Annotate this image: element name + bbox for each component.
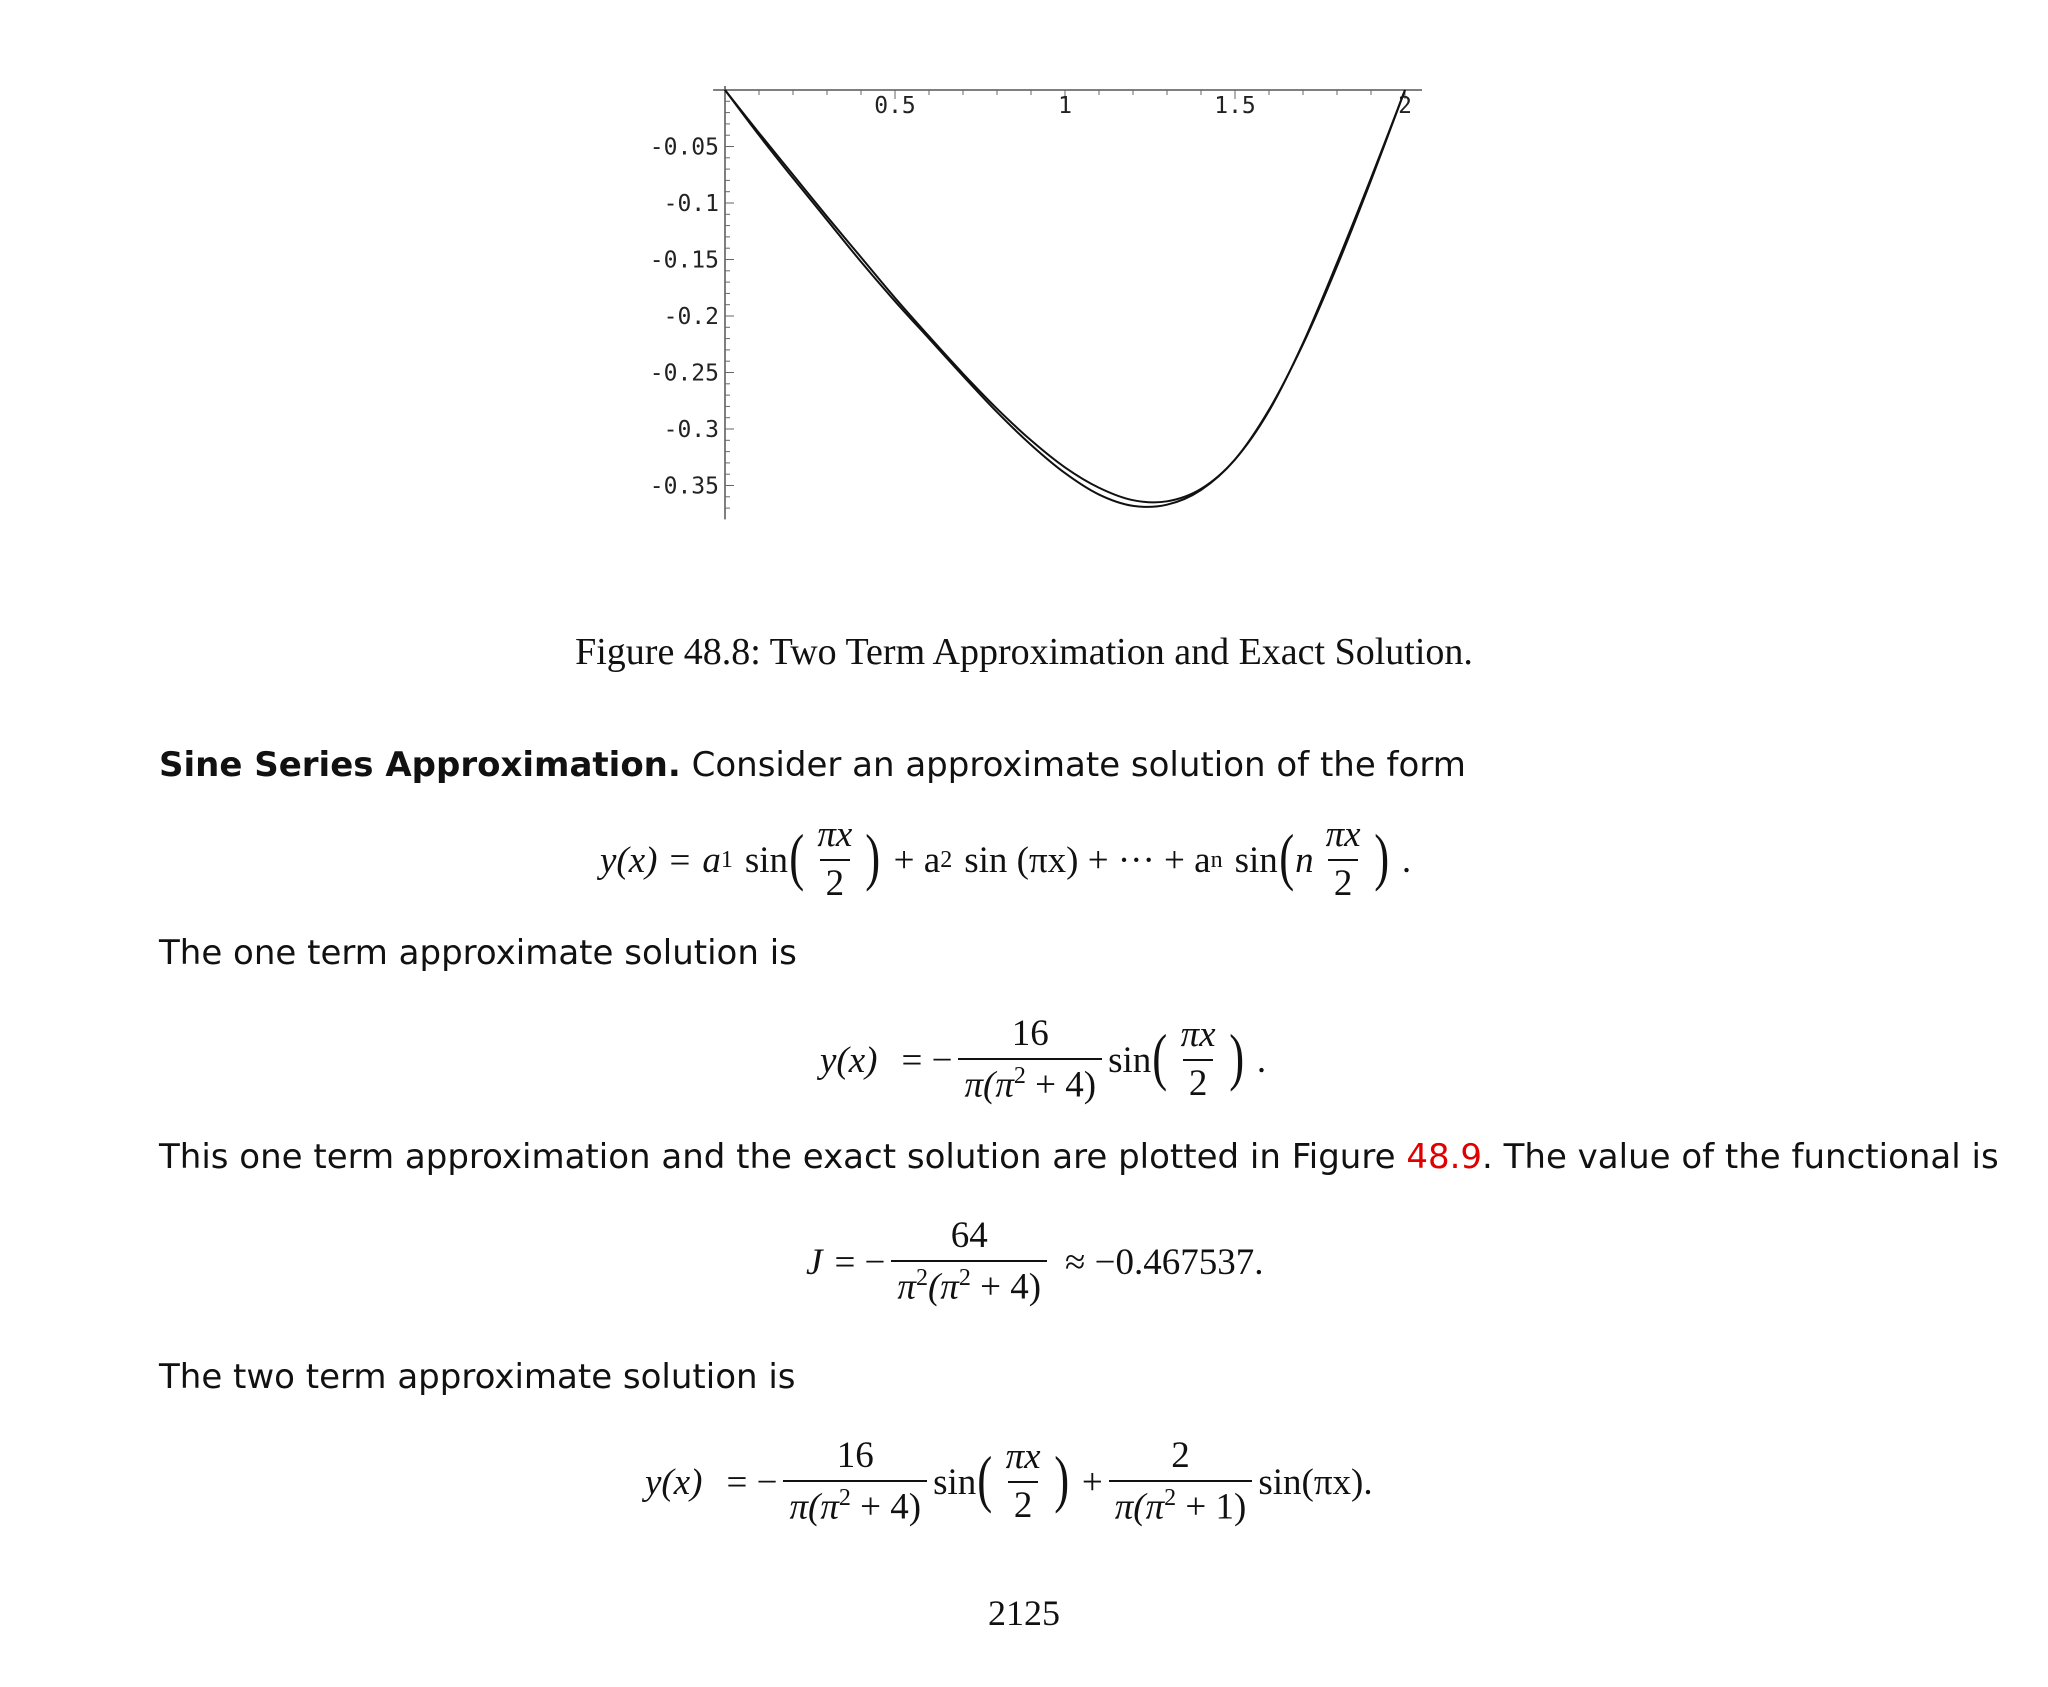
eq1-sub-2: 2: [940, 846, 953, 873]
eq2-frac-den: [958, 1058, 1102, 1105]
eq4-sin: sin: [933, 1461, 977, 1503]
eq4-fraction-2: [1109, 1434, 1253, 1528]
eq2-den-b: + 4): [1025, 1064, 1097, 1106]
eq1-end: .: [1401, 839, 1412, 881]
eq3-equals: = −: [834, 1242, 886, 1283]
eq4-den1-b: + 4): [850, 1486, 922, 1528]
eq2-equals: = −: [901, 1039, 953, 1081]
eq1-sub-n: n: [1210, 846, 1223, 873]
eq3-den-c: + 4): [970, 1266, 1042, 1308]
eq4-den2-a: π(π: [1114, 1486, 1165, 1528]
x-tick-label: 2: [1398, 93, 1412, 119]
eq1-frac-num: πx: [817, 814, 853, 856]
eq1-lhs: y(x): [600, 839, 658, 881]
eq3-lhs: J: [806, 1242, 823, 1283]
eq2-sin: sin: [1108, 1039, 1152, 1081]
x-tick-label: 0.5: [874, 93, 916, 119]
y-tick-label: -0.1: [663, 191, 719, 217]
eq3-frac-den: [891, 1260, 1047, 1307]
eq2-arg-num: πx: [1180, 1014, 1216, 1056]
paragraph-one-term: The one term approximate solution is: [159, 933, 797, 973]
eq4-frac1-den: [783, 1480, 927, 1527]
plot-curves: [725, 90, 1405, 507]
solution-plot: [600, 60, 1460, 540]
eq2-arg: [1175, 1016, 1222, 1104]
paragraph-plotted: [159, 1137, 1999, 1177]
eq4-arg-num: πx: [1005, 1436, 1041, 1478]
section-intro: Consider an approximate solution of the form: [680, 745, 1466, 785]
y-tick-label: -0.15: [649, 247, 719, 274]
eq4-den2-sup: 2: [1164, 1484, 1177, 1511]
x-tick-label: 1.5: [1214, 93, 1256, 119]
eq4-frac1-num: 16: [836, 1434, 874, 1476]
eq1-mid: + a: [893, 839, 941, 881]
eq1-sin: sin: [744, 839, 789, 881]
y-tick-label: -0.25: [649, 360, 719, 387]
plotted-text-before: This one term approximation and the exact solution are plotted in Figure: [159, 1137, 1407, 1177]
page-number: 2125: [988, 1593, 1060, 1633]
eq3-den-b: (π: [927, 1266, 959, 1308]
curve-series-2: [725, 90, 1405, 507]
eq4-arg-den: 2: [1008, 1481, 1039, 1526]
eq1-frac2-num: πx: [1325, 814, 1361, 856]
eq2-frac-num: 16: [1011, 1012, 1049, 1054]
plotted-text-after: . The value of the functional is: [1482, 1137, 1999, 1177]
eq2-den-sup: 2: [1013, 1062, 1026, 1089]
eq1-sub-1: 1: [720, 846, 733, 873]
eq4-arg: [1000, 1438, 1047, 1526]
eq2-lhs: y(x): [820, 1039, 878, 1081]
eq1-n: n: [1295, 839, 1314, 881]
eq3-approx: ≈ −0.467537.: [1065, 1242, 1264, 1283]
eq4-plus: +: [1081, 1461, 1103, 1503]
eq1-frac2-den: 2: [1328, 859, 1359, 904]
y-tick-label: -0.05: [649, 134, 719, 161]
eq4-den2-b: + 1): [1176, 1486, 1247, 1528]
eq3-den-a: π: [897, 1266, 916, 1308]
eq4-fraction-1: [783, 1434, 927, 1528]
eq4-equals: = −: [726, 1461, 778, 1503]
eq4-tail: sin(πx).: [1258, 1461, 1373, 1503]
eq2-end: .: [1256, 1039, 1267, 1081]
equation-series-form: y(x) = a 1 sin ( $\frac{\pi x}{2}$ ) + a 2 sin (πx) + ··· + a n sin ( n $\frac{\pi x}{2}$ ) .: [600, 814, 1412, 904]
figure-caption: Figure 48.8: Two Term Approximation and Exact Solution.: [575, 631, 1473, 673]
eq1-mid2: sin (πx) + ··· + a: [964, 839, 1211, 881]
y-tick-label: -0.35: [649, 473, 719, 500]
eq4-lhs: y(x): [645, 1461, 703, 1503]
eq3-frac-num: 64: [950, 1215, 988, 1257]
eq3-den-sup1: 2: [915, 1265, 928, 1292]
figure-reference-link[interactable]: 48.9: [1406, 1137, 1483, 1177]
eq1-fraction: [811, 816, 858, 904]
x-tick-label: 1: [1058, 93, 1072, 119]
eq4-frac2-den: [1109, 1480, 1253, 1527]
equation-functional: [806, 1210, 1263, 1315]
eq2-fraction: [958, 1012, 1102, 1106]
section-heading: Sine Series Approximation.: [159, 745, 681, 785]
eq2-den-a: π(π: [964, 1064, 1014, 1106]
eq1-frac-den: 2: [820, 859, 851, 904]
equation-one-term: y(x) = − $\frac{16}{\pi(\pi^2 + 4)}$ sin ( $\frac{\pi x}{2}$ ) .: [820, 1012, 1267, 1106]
eq1-sin-2: sin: [1234, 839, 1278, 881]
eq1-equals: =: [669, 839, 691, 881]
eq3-fraction: [891, 1217, 1047, 1307]
eq1-coef-a: a: [702, 839, 721, 881]
y-tick-label: -0.2: [663, 304, 719, 330]
y-tick-label: -0.3: [663, 417, 719, 443]
section-paragraph: [159, 745, 1466, 785]
equation-two-term: y(x) = − $\frac{16}{\pi(\pi^2 + 4)}$ sin ( $\frac{\pi x}{2}$ ) + $\frac{2}{\pi(\pi^2 + 1)}$ sin(πx).: [645, 1434, 1373, 1528]
curve-series-1: [725, 90, 1405, 502]
eq1-fraction-2: [1320, 816, 1367, 904]
eq3-den-sup2: 2: [958, 1265, 971, 1292]
eq4-den1-a: π(π: [789, 1486, 839, 1528]
eq4-frac2-num: 2: [1171, 1434, 1190, 1476]
plot-axes: [713, 86, 1422, 519]
eq2-arg-den: 2: [1183, 1059, 1214, 1104]
paragraph-two-term: The two term approximate solution is: [159, 1357, 796, 1397]
eq4-den1-sup: 2: [838, 1484, 851, 1511]
